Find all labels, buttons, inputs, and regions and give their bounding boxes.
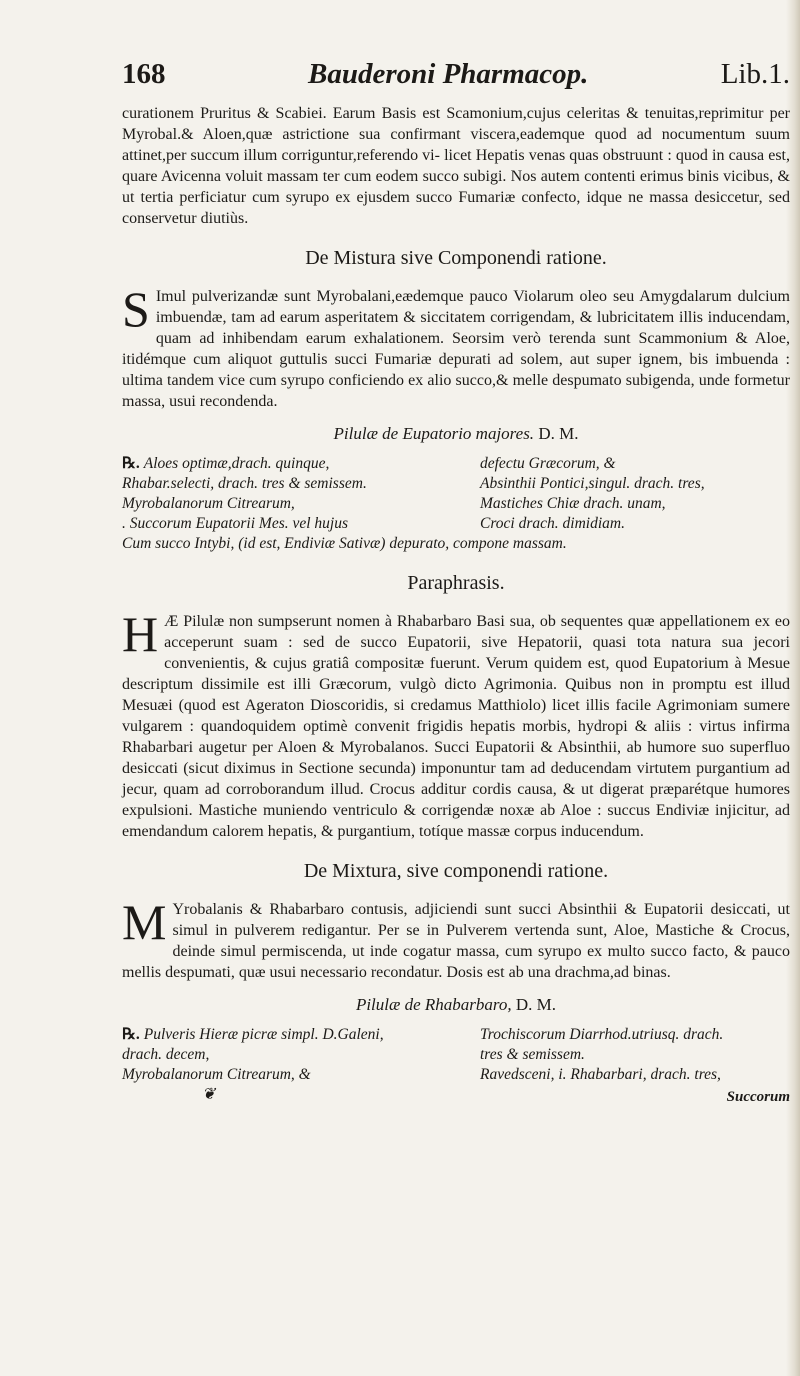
- drop-cap-h: H: [122, 606, 159, 662]
- formula-author: D. M.: [515, 995, 557, 1014]
- page-number: 168: [122, 58, 166, 90]
- recipe-left-line: ℞. Aloes optimæ,drach. quinque,: [122, 455, 330, 472]
- mistura-text: Imul pulverizandæ sunt Myrobalani,eædemque pauco Violarum oleo seu Amygdalarum dulcium imbuendæ, tam ad earum asperitatem & siccitatem corrigendam, & lubricitatem illis inducendam, quam ad inhibendam earum exhalationem. Seorsim verò terenda sunt Scammonium & Aloe, itidémque cum aliquot guttulis succi Fumariæ depurati ad solem, aut super ignem, bis imbuenda : ultima tandem vice cum syrupo conficiendo ex alio succo,& melle despumato subigenda, unde formetur massa, usui recondenda.: [122, 288, 790, 410]
- fleuron-line: [122, 1085, 472, 1107]
- drop-cap-s: S: [122, 281, 150, 337]
- recipe-right-line: Ravedsceni, i. Rhabarbari, drach. tres,: [480, 1066, 721, 1083]
- recipe-right-line: Absinthii Pontici,singul. drach. tres,: [480, 475, 705, 492]
- formula-author: D. M.: [538, 424, 579, 443]
- recipe-left-line: . Succorum Eupatorii Mes. vel hujus: [122, 515, 349, 532]
- recipe-left-line: drach. decem,: [122, 1046, 210, 1063]
- book-number: Lib.1.: [720, 58, 790, 90]
- formula-name: Pilulæ de Rhabarbaro,: [355, 995, 512, 1014]
- recipe-right-line: Mastiches Chiæ drach. unam,: [480, 495, 666, 512]
- book-page: [122, 58, 790, 1107]
- paraphrasis-text: Æ Pilulæ non sumpserunt nomen à Rhabarbaro Basi sua, ob sequentes quæ appellationem ex eo acceperunt suam : sed de succo Eupatorii, sive Hepatorii, quasi tota natura sua jecori convenientis, & cujus gratiâ compositæ fuerunt. Verum quidem est, quod Eupatorium à Mesue descriptum dissimile est illi Græcorum, vulgò dicto Agrimonia. Quibus non in promptu est illud Mesuæi (quod est Ageraton Dioscoridis, si credamus Matthiolo) licet illis facile Agrimoniam sumere vulgarem : quandoquidem optimè convenit frigidis hepatis morbis, hydropi & aliis : virtus infirma Rhabarbari augetur per Aloen & Myrobalanos. Succi Eupatorii & Absinthii, ab humore suo superfluo desiccati (sicut diximus in Sectione secunda) imponuntur tam ad deducendam virtutem purgantium ad jecur, quam ad corroborandum illud. Crocus additur cordis causa, & ut digerat præparétque humores expulsioni. Mastiche muniendo ventriculo & corrigendæ noxæ ab Aloe : succus Endiviæ injicitur, ad emendandum calorem hepatis, & purgantium, totíque massæ corpus inducendum.: [122, 613, 790, 840]
- recipe-rhabarbaro: [122, 1025, 790, 1107]
- fleuron-icon: ❦: [202, 1086, 216, 1103]
- recipe-eupatorio: [122, 454, 790, 554]
- formula-title-rhabarbaro: [122, 995, 790, 1015]
- recipe-symbol-icon: ℞.: [122, 455, 140, 472]
- section-heading-mistura: De Mistura sive Componendi ratione.: [305, 247, 607, 269]
- recipe-right-line: Trochiscorum Diarrhod.utriusq. drach.: [480, 1026, 724, 1043]
- drop-cap-m: M: [122, 894, 167, 950]
- recipe-right-line: defectu Græcorum, &: [480, 455, 616, 472]
- recipe-left-line: Myrobalanorum Citrearum,: [122, 495, 295, 512]
- section-heading-mixtura: De Mixtura, sive componendi ratione.: [303, 860, 609, 882]
- paraphrasis-paragraph: [122, 606, 790, 842]
- catchword: Succorum: [726, 1089, 790, 1105]
- recipe-left-line: Rhabar.selecti, drach. tres & semissem.: [122, 475, 367, 492]
- formula-name: Pilulæ de Eupatorio majores.: [333, 424, 535, 443]
- formula-title-eupatorio: [122, 424, 790, 444]
- mixtura-paragraph: [122, 894, 790, 983]
- running-title: Bauderoni Pharmacop.: [308, 58, 589, 90]
- section-heading-paraphrasis: Paraphrasis.: [407, 572, 505, 594]
- recipe-final-line: Cum succo Intybi, (id est, Endiviæ Sativæ) depurato, compone massam.: [122, 535, 567, 552]
- recipe-left-line: Myrobalanorum Citrearum, &: [122, 1066, 311, 1083]
- recipe-right-line: tres & semissem.: [480, 1046, 585, 1063]
- mixtura-text: Yrobalanis & Rhabarbaro contusis, adjiciendi sunt succi Absinthii & Eupatorii desiccati, ut simul in pulverem redigantur. Per se in Pulverem vertenda sunt, Aloe, Mastiche & Crocus, deinde simul permiscenda, ut inde cogatur massa, cum syrupo ex multo succo facto, & pauco mellis despumati, quæ usui necessario recondatur. Dosis est ab una drachma,ad binas.: [122, 901, 790, 981]
- running-header: [122, 58, 790, 91]
- mistura-paragraph: [122, 281, 790, 412]
- recipe-right-line: Croci drach. dimidiam.: [480, 515, 625, 532]
- recipe-symbol-icon: ℞.: [122, 1026, 140, 1043]
- recipe-left-line: ℞. Pulveris Hieræ picræ simpl. D.Galeni,: [122, 1026, 384, 1043]
- intro-paragraph: curationem Pruritus & Scabiei. Earum Basis est Scamonium,cujus celeritas & tenuitas,reprimitur per Myrobal.& Aloen,quæ astrictione sua confirmant viscera,eademque quod ad nocumentum suum attinet,per succum illum corriguntur,referendo vi- licet Hepatis venas quas obstruunt : quod in causa est, quare Avicenna voluit massam ter cum eodem succo subigi. Nos autem contenti erimus binis vicibus, & ut tertia perficiatur cum syrupo ex ejusdem succo Fumariæ confecto, idque ne massa desiccetur, sed conservetur diutiùs.: [122, 105, 790, 227]
